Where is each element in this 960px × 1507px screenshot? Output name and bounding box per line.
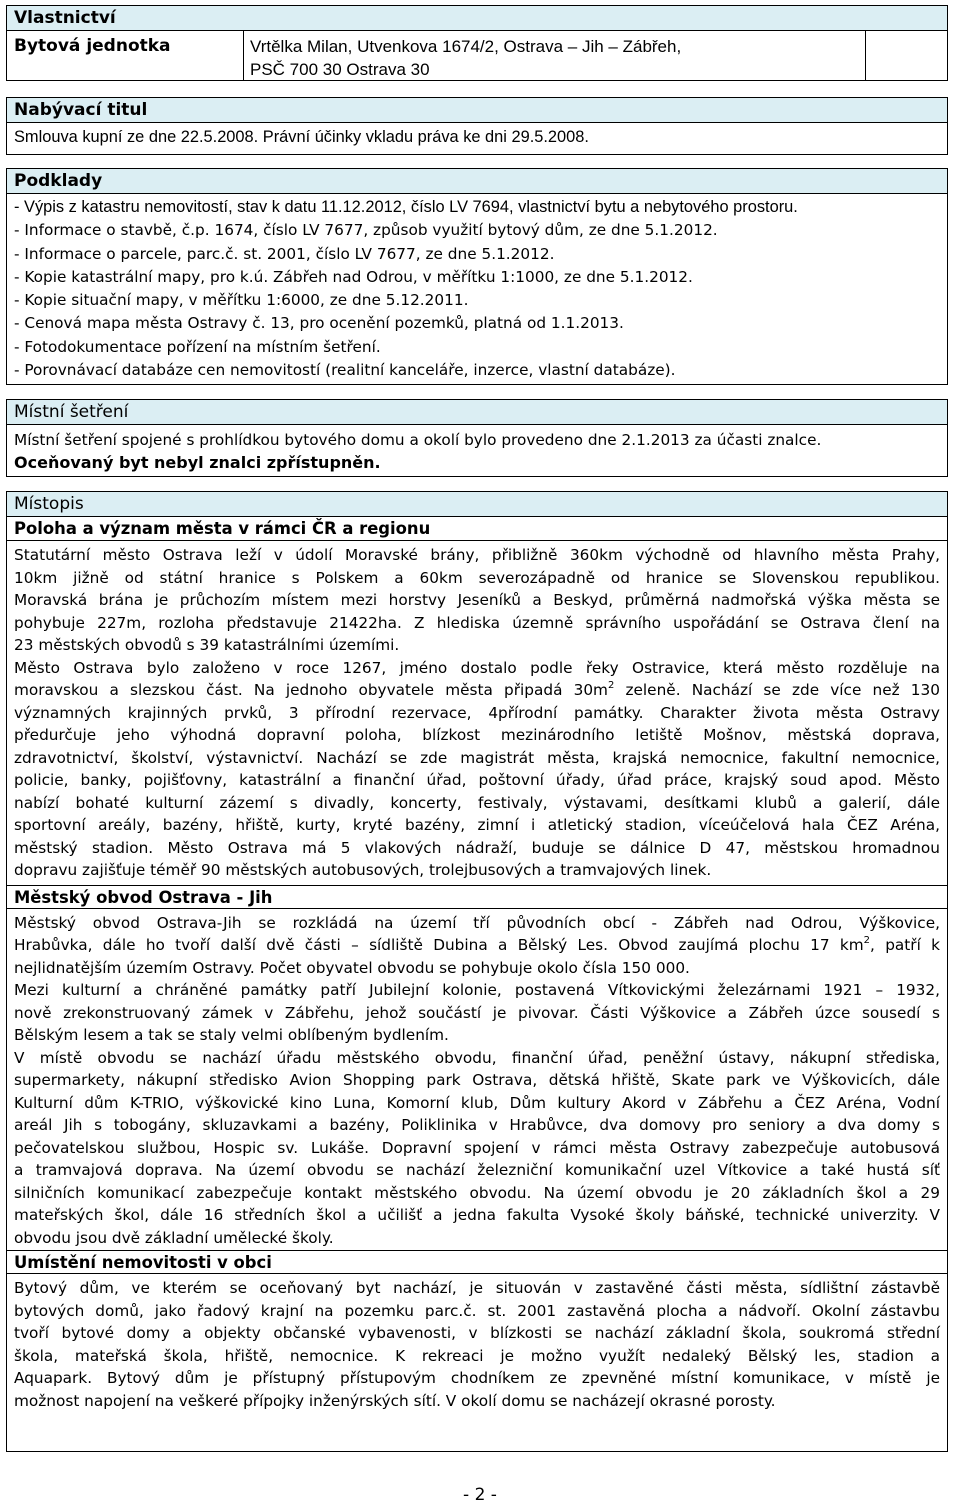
- inspection-header: [7, 400, 947, 425]
- district-text: [7, 909, 947, 1250]
- cell-divider: [243, 31, 244, 80]
- city-title: Poloha a význam města v rámci ČR a regionu: [7, 517, 947, 541]
- document-item: - Kopie katastrální mapy, pro k.ú. Zábřeh nad Odrou, v měřítku 1:1000, ze dne 5.1.2012.: [14, 267, 693, 286]
- text-line: Moravská brána je průchozím místem mezi horstvy Jeseníků a Beskyd, průměrná nadmořská výška města se: [14, 591, 940, 609]
- documents-list: [7, 194, 947, 382]
- document-item: - Informace o stavbě, č.p. 1674, číslo LV 7677, způsob využití bytový dům, ze dne 5.1.2012.: [14, 221, 718, 240]
- cell-divider: [865, 31, 866, 80]
- acquisition-text: Smlouva kupní ze dne 22.5.2008. Právní účinky vkladu práva ke dni 29.5.2008.: [14, 128, 589, 146]
- text-line: moravskou a slezskou část. Na jednoho obyvatele města připadá $30m^2$ zeleně. Nachází se zde více než 130: [14, 679, 940, 699]
- owner-address: [250, 35, 681, 81]
- documents-header: Podklady: [7, 169, 947, 194]
- text-line: Bytový dům, ve kterém se oceňovaný byt nachází, je situován v zastavěné části města, sídlištní zástavbě: [14, 1279, 940, 1297]
- text-line: městský stadion. Město Ostrava má 5 vlakových nádraží, buduje se dálnice D 47, městskou hromadnou: [14, 838, 940, 857]
- placement-title: Umístění nemovitosti v obci: [7, 1250, 947, 1274]
- text-line: Bělským lesem a tak se staly velmi oblíbeným bydlením.: [14, 1026, 449, 1044]
- document-item: - Fotodokumentace pořízení na místním šetření.: [14, 337, 381, 356]
- placement-text: [7, 1274, 947, 1412]
- text-line: 10km jižně od státní hranice s Polskem a 60km severozápadně od hranice se Slovenskou republikou.: [14, 568, 940, 587]
- ownership-section: [6, 5, 948, 81]
- acquisition-header: Nabývací titul: [7, 98, 947, 123]
- inspection-header-text: Místní šetření: [14, 402, 129, 422]
- ownership-row: [7, 31, 947, 80]
- text-line: nově zrekonstruovaný zámek v Zábřehu, jehož součástí je pivovar. Části Výškovice a Zábřeh úzce sousedí s: [14, 1003, 940, 1022]
- text-line: supermarkety, nákupní středisko Avion Shopping park Ostrava, dětská hřiště, Skate park ve Výškovicích, dále: [14, 1071, 940, 1089]
- text-line: a tramvajová doprava. Na území obvodu se nachází železniční komunikační uzel Vítkovice a také hustá síť: [14, 1161, 940, 1179]
- text-line: Městský obvod Ostrava-Jih se rozkládá na území tří původních obcí - Zábřeh nad Odrou, Výškovice,: [14, 913, 940, 932]
- text-line: Kulturní dům K-TRIO, výškovické kino Luna, Komorní klub, Dům kultury Akord v Zábřehu a ČEZ Aréna, Vodní: [14, 1093, 940, 1112]
- text-line: 23 městských obvodů s 39 katastrálními územími.: [14, 636, 400, 654]
- text-line: významných krajinných prvků, 3 přírodní rezervace, 4přírodní památky. Charakter života města Ostravy: [14, 703, 940, 722]
- text-line: Hrabůvka, dále ho tvoří další dvě části – sídliště Dubina a Bělský Les. Obvod zaujímá plochu 17 $km^2$, patří k: [14, 934, 940, 954]
- document-item: - Výpis z katastru nemovitostí, stav k datu 11.12.2012, číslo LV 7694, vlastnictví bytu a nebytového prostoru.: [14, 198, 798, 216]
- text-line: areál Jih s tobogány, skluzavkami a bazény, Poliklinika v Hrabůvce, dva domovy pro seniory a dva domy s: [14, 1116, 940, 1134]
- city-text: [7, 541, 947, 882]
- unit-label: Bytová jednotka: [14, 36, 171, 56]
- text-line: pečovatelskou službou, Hospic sv. Lukáše. Dopravní spojení v rámci města Ostravy zabezpečuje autobusová: [14, 1138, 940, 1157]
- owner-line: PSČ 700 30 Ostrava 30: [250, 60, 430, 79]
- text-line: možnost napojení na veškeré přípojky inženýrských sítí. V okolí domu se nacházejí okrasné porosty.: [14, 1391, 776, 1410]
- text-line: nejlidnatějším územím Ostravy. Počet obyvatel obvodu se pohybuje okolo čísla 150 000.: [14, 958, 690, 977]
- inspection-body: [7, 425, 947, 474]
- acquisition-section: [6, 97, 948, 155]
- text-line: mateřských škol, dále 16 středních škol a učilišť a jedna fakulta Vysoké školy báňské, technické univerzity. V: [14, 1206, 940, 1224]
- text-line: sportovní areály, bazény, hřiště, kurty, kryté bazény, zimní i atletický stadion, víceúčelová hala ČEZ Aréna,: [14, 816, 940, 834]
- ownership-header: Vlastnictví: [7, 6, 947, 31]
- text-line: nabízí bohaté kulturní zázemí s divadly, koncerty, festivaly, výstavami, desítkami klubů a galerií, dále: [14, 793, 940, 812]
- document-item: - Porovnávací databáze cen nemovitostí (realitní kanceláře, inzerce, vlastní databáze).: [14, 361, 676, 380]
- text-line: Statutární město Ostrava leží v údolí Moravské brány, přibližně 360km východně od hlavního města Prahy,: [14, 546, 940, 564]
- documents-section: [6, 168, 948, 385]
- text-line: škola, mateřská škola, hřiště, nemocnice. K rekreaci je možno využít nedaleký Bělský les, stadion a: [14, 1346, 940, 1365]
- text-line: policie, banky, pojišťovny, katastrální a finanční úřad, poštovní úřady, úřad práce, krajský soud apod. Město: [14, 771, 940, 789]
- document-item: - Kopie situační mapy, v měřítku 1:6000, ze dne 5.12.2011.: [14, 291, 469, 310]
- location-header: Místopis: [7, 492, 947, 517]
- inspection-section: [6, 399, 948, 477]
- text-line: Město Ostrava bylo založeno v roce 1267, jméno dostalo podle řeky Ostravice, která město rozděluje na: [14, 658, 940, 677]
- document-item: - Informace o parcele, parc.č. st. 2001, číslo LV 7677, ze dne 5.1.2012.: [14, 244, 555, 263]
- text-line: zdravotnictví, školství, výstavnictví. Nachází se zde magistrát města, krajská nemocnice, fakultní nemocnice,: [14, 748, 940, 767]
- inspection-text: Místní šetření spojené s prohlídkou bytového domu a okolí bylo provedeno dne 2.1.2013 za účasti znalce.: [14, 431, 822, 449]
- page-number: - 2 -: [463, 1485, 497, 1505]
- text-line: Aquapark. Bytový dům je přístupný přístupovým chodníkem ze zpevněné místní komunikace, v místě je: [14, 1369, 940, 1387]
- text-line: bytových domů, jako řadový krajní na pozemku parc.č. st. 2001 zastavěná plocha a nádvoří. Okolní zástavbu: [14, 1301, 940, 1320]
- text-line: pohybuje 227m, rozloha představuje 21422ha. Z hlediska územně správního uspořádání se Ostrava člení na: [14, 613, 940, 632]
- text-line: V místě obvodu se nachází úřadu městského obvodu, finanční úřad, peněžní ústavy, nákupní střediska,: [14, 1048, 940, 1067]
- text-line: obvodu jsou dvě základní umělecké školy.: [14, 1228, 334, 1247]
- location-section: [6, 491, 948, 1452]
- text-line: dopravu zajišťuje téměř 90 městských autobusových, trolejbusových a tramvajových linek.: [14, 861, 712, 879]
- text-line: Mezi kulturní a chráněné památky patří Jubilejní kolonie, postavená Vítkovickými železárnami 1921 – 1932,: [14, 981, 940, 999]
- inspection-note: Oceňovaný byt nebyl znalci zpřístupněn.: [14, 452, 381, 472]
- document-item: - Cenová mapa města Ostravy č. 13, pro ocenění pozemků, platná od 1.1.2013.: [14, 314, 624, 333]
- text-line: předurčuje jeho výhodná dopravní poloha, blízkost mezinárodního letiště Mošnov, městská doprava,: [14, 726, 940, 744]
- text-line: silničních komunikací zabezpečuje kontakt městského obvodu. Na území obvodu je 20 základních škol a 29: [14, 1183, 940, 1202]
- district-title: Městský obvod Ostrava - Jih: [7, 885, 947, 909]
- owner-line: Vrtělka Milan, Utvenkova 1674/2, Ostrava – Jih – Zábřeh,: [250, 37, 682, 56]
- text-line: tvoří bytové domy a objekty občanské vybavenosti, v blízkosti se nachází základní škola, soukromá střední: [14, 1324, 940, 1342]
